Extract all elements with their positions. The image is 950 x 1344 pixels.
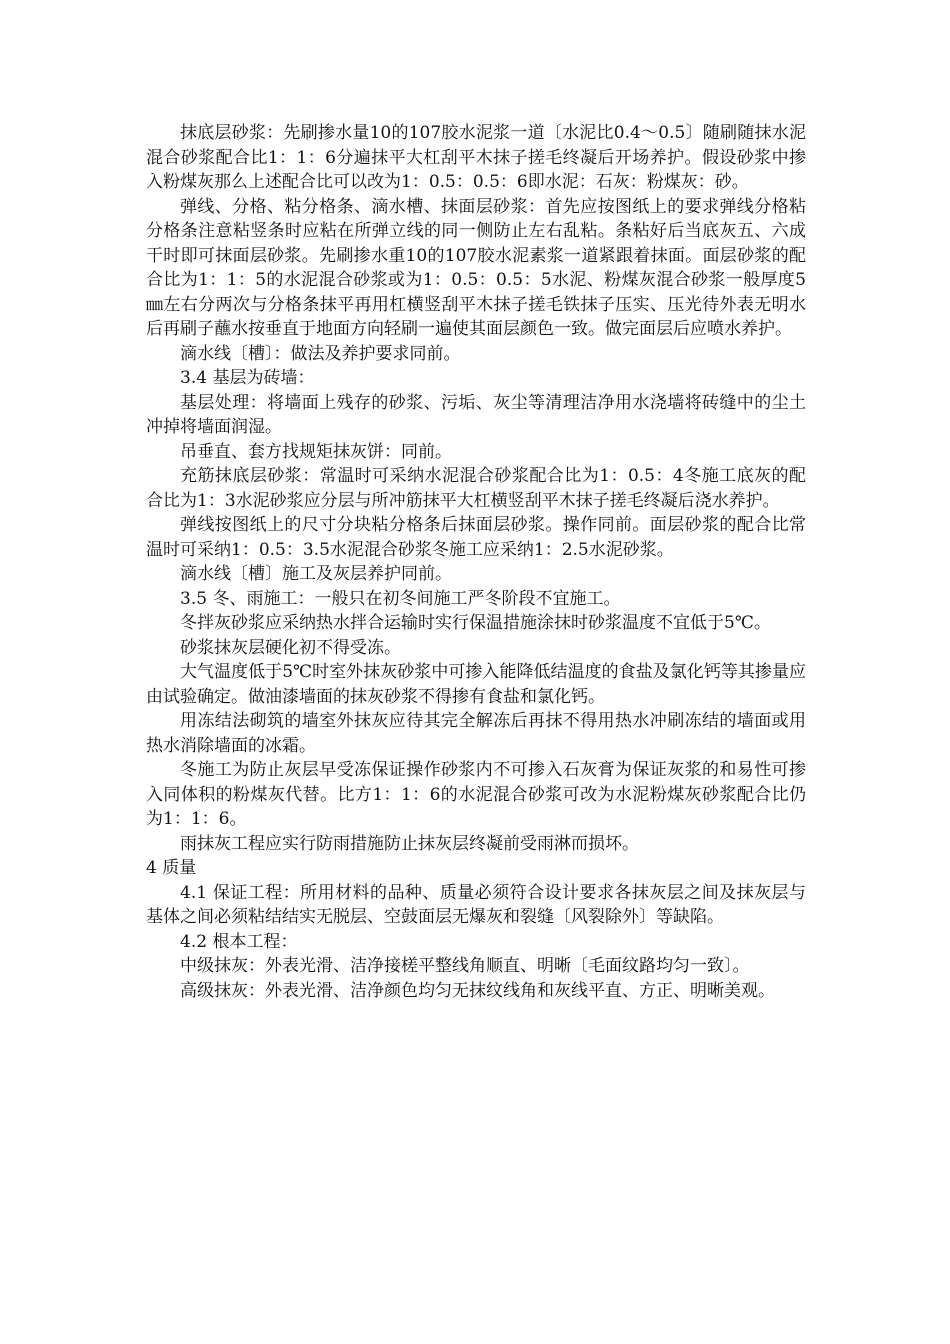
paragraph-14: 用冻结法砌筑的墙室外抹灰应待其完全解冻后再抹不得用热水冲刷冻结的墙面或用热水消除墙面的冰霜。 (146, 711, 806, 756)
paragraph-6: 吊垂直、套方找规矩抹灰饼：同前。 (180, 441, 452, 462)
paragraph-3: 滴水线〔槽〕：做法及养护要求同前。 (180, 343, 461, 364)
paragraph-9: 滴水线〔槽〕施工及灰层养护同前。 (180, 564, 452, 584)
paragraph-7: 充筋抹底层砂浆：常温时可采纳水泥混合砂浆配合比为1：0.5：4冬施工底灰的配合比为1：3水泥砂浆应分层与所冲筋抹平大杠横竖刮平木抹子搓毛终凝后浇水养护。 (146, 466, 806, 511)
paragraph-1: 抹底层砂浆：先刷掺水量10的107胶水泥浆一道〔水泥比0.4～0.5〕随刷随抹水泥混合砂浆配合比1：1：6分遍抹平大杠刮平木抹子搓毛终凝后开场养护。假设砂浆中掺入粉煤灰那么上述配合比可以改为1：0.5：0.5：6即水泥：石灰：粉煤灰：砂。 (146, 123, 806, 192)
paragraph-11: 冬拌灰砂浆应采纳热水拌合运输时实行保温措施涂抹时砂浆温度不宜低于5℃。 (180, 613, 771, 633)
section-heading-3-4: 3.4 基层为砖墙： (180, 368, 315, 388)
paragraph-2: 弹线、分格、粘分格条、滴水槽、抹面层砂浆：首先应按图纸上的要求弹线分格粘分格条注意粘竖条时应粘在所弹立线的同一侧防止左右乱粘。条粘好后当底灰五、六成干时即可抹面层砂浆。先刷掺水重10的107胶水泥素浆一道紧跟着抹面。面层砂浆的配合比为1：1：5的水泥混合砂浆或为1：0.5：0.5：5水泥、粉煤灰混合砂浆一般厚度5㎜左右分两次与分格条抹平再用杠横竖刮平木抹子搓毛铁抹子压实、压光待外表无明水后再刷子蘸水按垂直于地面方向轻刷一遍使其面层颜色一致。做完面层后应喷水养护。 (146, 196, 806, 339)
section-heading-3-5: 3.5 冬、雨施工：一般只在初冬间施工严冬阶段不宜施工。 (180, 588, 621, 609)
document-body (146, 121, 806, 1003)
paragraph-5: 基层处理：将墙面上残存的砂浆、污垢、灰尘等清理洁净用水浇墙将砖缝中的尘土冲掉将墙面润湿。 (146, 392, 806, 437)
paragraph-21: 高级抹灰：外表光滑、洁净颜色均匀无抹纹线角和灰线平直、方正、明晰美观。 (180, 980, 775, 1001)
section-heading-4: 4 质量 (146, 858, 197, 878)
paragraph-18: 4.1 保证工程：所用材料的品种、质量必须符合设计要求各抹灰层之间及抹灰层与基体之间必须粘结结实无脱层、空鼓面层无爆灰和裂缝〔风裂除外〕等缺陷。 (146, 882, 806, 927)
paragraph-13: 大气温度低于5℃时室外抹灰砂浆中可掺入能降低结温度的食盐及氯化钙等其掺量应由试验确定。做油漆墙面的抹灰砂浆不得掺有食盐和氯化钙。 (146, 662, 806, 707)
section-heading-4-2: 4.2 根本工程： (180, 931, 298, 952)
paragraph-20: 中级抹灰：外表光滑、洁净接槎平整线角顺直、明晰〔毛面纹路均匀一致〕。 (180, 956, 750, 976)
paragraph-8: 弹线按图纸上的尺寸分块粘分格条后抹面层砂浆。操作同前。面层砂浆的配合比常温时可采纳1：0.5：3.5水泥混合砂浆冬施工应采纳1：2.5水泥砂浆。 (146, 515, 806, 560)
paragraph-16: 雨抹灰工程应实行防雨措施防止抹灰层终凝前受雨淋而损坏。 (180, 833, 639, 854)
paragraph-12: 砂浆抹灰层硬化初不得受冻。 (180, 637, 401, 658)
paragraph-15: 冬施工为防止灰层早受冻保证操作砂浆内不可掺入石灰膏为保证灰浆的和易性可掺入同体积的粉煤灰代替。比方1：1：6的水泥混合砂浆可改为水泥粉煤灰砂浆配合比仍为1：1：6。 (146, 760, 806, 829)
